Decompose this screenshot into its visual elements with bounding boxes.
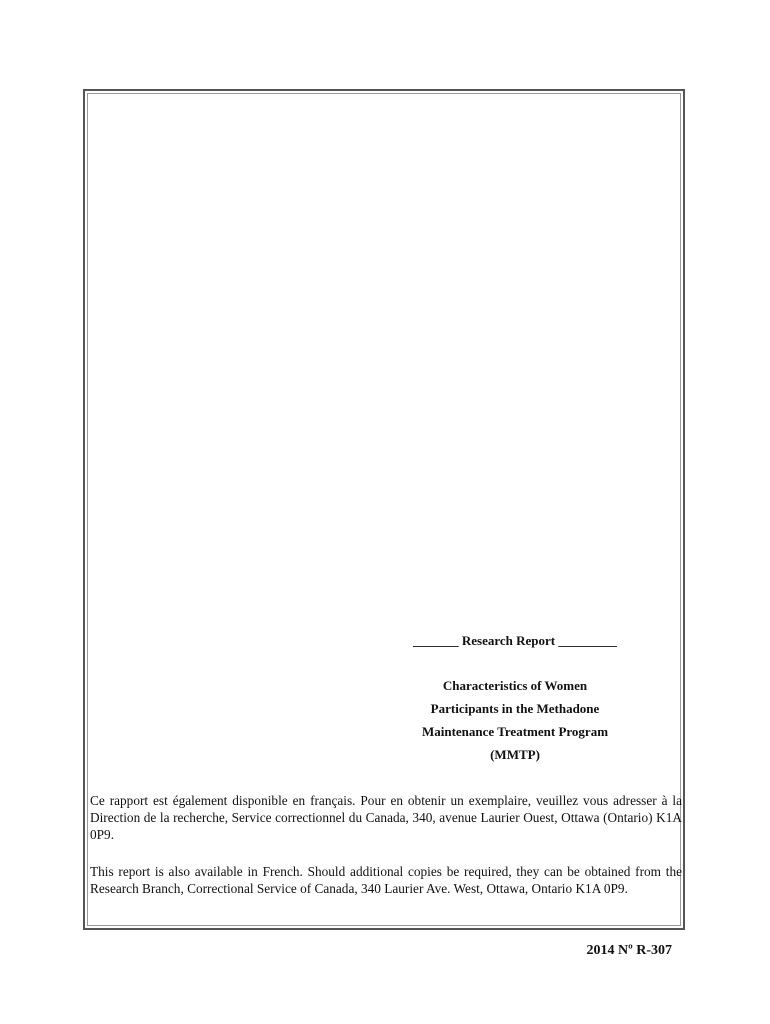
report-cover-frame [83, 89, 685, 930]
title-line-3: Maintenance Treatment Program [421, 724, 609, 739]
title-line-1: Characteristics of Women [442, 678, 588, 693]
title-line-4: (MMTP) [490, 747, 540, 762]
french-availability-notice: Ce rapport est également disponible en français. Pour en obtenir un exemplaire, veuillez vous adresser à la Direction de la recherche, Service correctionnel du Canada, 340, avenue Laurier Ouest, Ottawa (Ontario) K1A 0P9. [90, 793, 682, 842]
research-report-line: _______ Research Report _________ [413, 633, 617, 648]
report-title [385, 674, 645, 766]
report-number: 2014 Nº R-307 [586, 943, 672, 958]
title-line-2: Participants in the Methadone [430, 701, 600, 716]
english-availability-notice: This report is also available in French. Should additional copies be required, they can be obtained from the Research Branch, Correctional Service of Canada, 340 Laurier Ave. West, Ottawa, Ontario K1A 0P9. [90, 864, 682, 896]
